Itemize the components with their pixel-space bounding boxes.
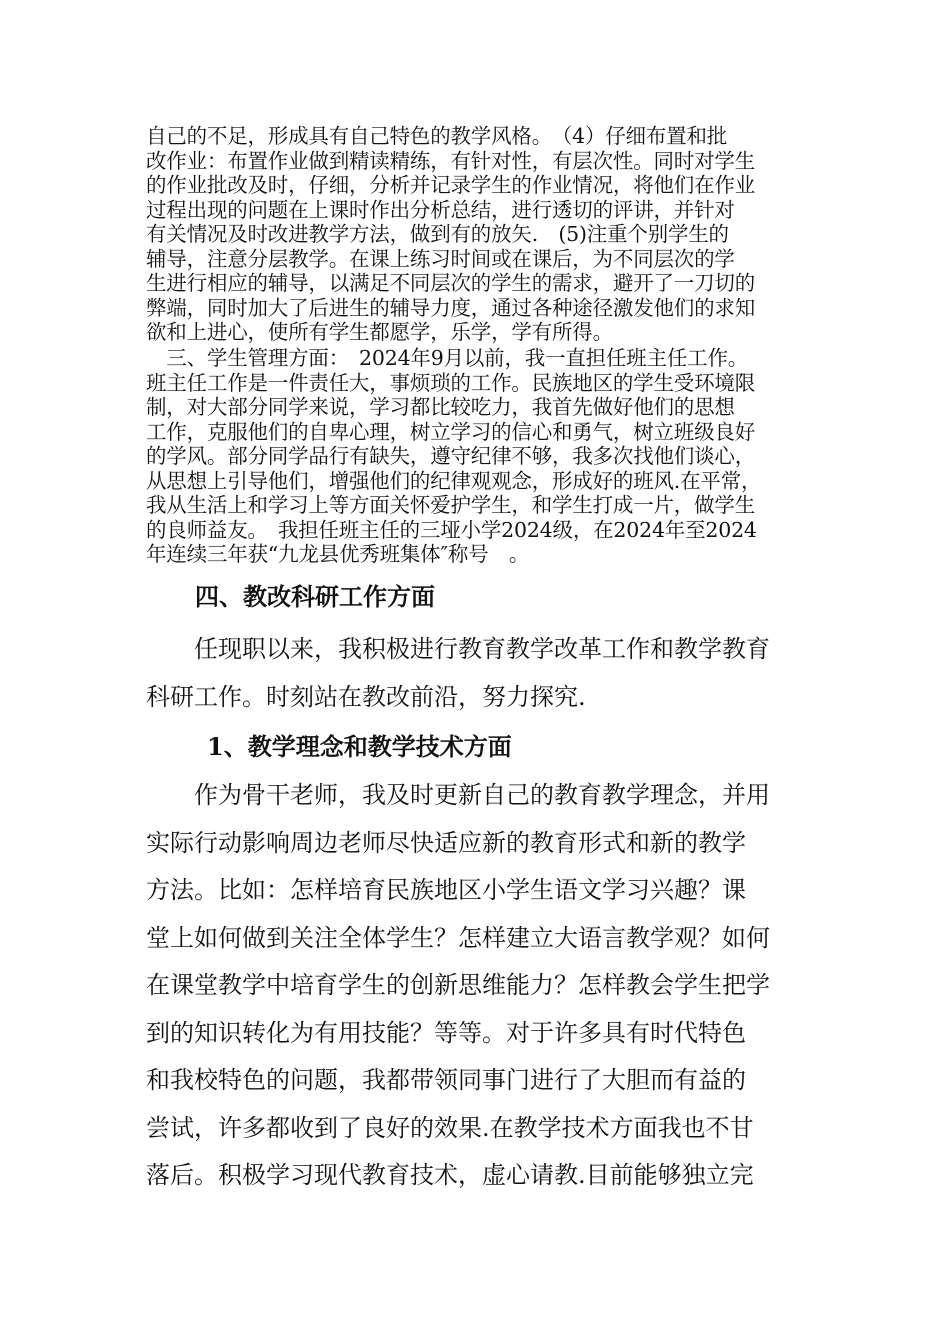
text-line: 的作业批改及时，仔细，分析并记录学生的作业情况，将他们在作业 <box>146 173 755 197</box>
text-line: 和我校特色的问题，我都带领同事门进行了大胆而有益的 <box>146 1066 746 1094</box>
text-line: 方法。比如：怎样培育民族地区小学生语文学习兴趣？课 <box>146 876 746 904</box>
text-line: 实际行动影响周边老师尽快适应新的教育形式和新的教学 <box>146 828 746 857</box>
paragraph-teaching-concepts <box>146 772 816 1200</box>
text-line: 改作业：布置作业做到精读精练，有针对性，有层次性。同时对学生 <box>146 148 755 173</box>
text-line: 落后。积极学习现代教育技术，虚心请教.目前能够独立完 <box>146 1161 754 1189</box>
text-line: 年连续三年获“九龙县优秀班集体″称号 。 <box>146 542 530 566</box>
text-line: 有关情况及时改进教学方法，做到有的放矢. (5)注重个别学生的 <box>146 222 729 246</box>
paragraph-homework-and-tutoring <box>146 124 811 345</box>
text-line: 制，对大部分同学来说，学习都比较吃力，我首先做好他们的思想 <box>146 395 735 419</box>
text-line: 作为骨干老师，我及时更新自己的教育教学理念，并用 <box>146 781 770 809</box>
text-line: 生进行相应的辅导，以满足不同层次的学生的需求，避开了一刀切的 <box>146 271 755 295</box>
text-line: 在课堂教学中培育学生的创新思维能力？怎样教会学生把学 <box>146 971 770 999</box>
text-line: 自己的不足，形成具有自己特色的教学风格。 （4）仔细布置和批 <box>146 124 728 148</box>
section-heading-research: 四、教改科研工作方面 <box>195 582 435 611</box>
text-line: 辅导，注意分层教学。在课上练习时间或在课后，为不同层次的学 <box>146 246 735 271</box>
text-line: 班主任工作是一件责任大，事烦琐的工作。民族地区的学生受环境限 <box>146 370 755 395</box>
text-line: 三、学生管理方面： 2024年9月以前，我一直担任班主任工作。 <box>146 346 749 370</box>
text-line: 科研工作。时刻站在教改前沿，努力探究. <box>146 682 586 711</box>
text-line: 工作，克服他们的自卑心理，树立学习的信心和勇气，树立班级良好 <box>146 419 755 444</box>
text-line: 的学风。部分同学品行有缺失，遵守纪律不够，我多次找他们谈心， <box>146 444 755 468</box>
text-line: 弊端，同时加大了后进生的辅导力度，通过各种途径激发他们的求知 <box>146 295 755 320</box>
paragraph-reform-research <box>146 626 816 721</box>
text-line: 欲和上进心，使所有学生都愿学，乐学，学有所得。 <box>146 320 613 344</box>
text-line: 堂上如何做到关注全体学生？怎样建立大语言教学观？如何 <box>146 923 770 952</box>
text-line: 尝试，许多都收到了良好的效果.在教学技术方面我也不甘 <box>146 1113 754 1142</box>
paragraph-student-management <box>146 346 811 567</box>
text-line: 我从生活上和学习上等方面关怀爱护学生，和学生打成一片，做学生 <box>146 493 755 517</box>
text-line: 任现职以来，我积极进行教育教学改革工作和教学教育 <box>146 635 770 663</box>
text-line: 从思想上引导他们，增强他们的纪律观观念，形成好的班风.在平常， <box>146 468 762 493</box>
text-line: 过程出现的问题在上课时作出分析总结，进行透切的评讲，并针对 <box>146 197 735 222</box>
text-line: 的良师益友。 我担任班主任的三垭小学2024级，在2024年至2024 <box>146 517 757 542</box>
subsection-heading-teaching-concepts: 1、教学理念和教学技术方面 <box>207 732 512 761</box>
text-line: 到的知识转化为有用技能？等等。对于许多具有时代特色 <box>146 1018 746 1047</box>
